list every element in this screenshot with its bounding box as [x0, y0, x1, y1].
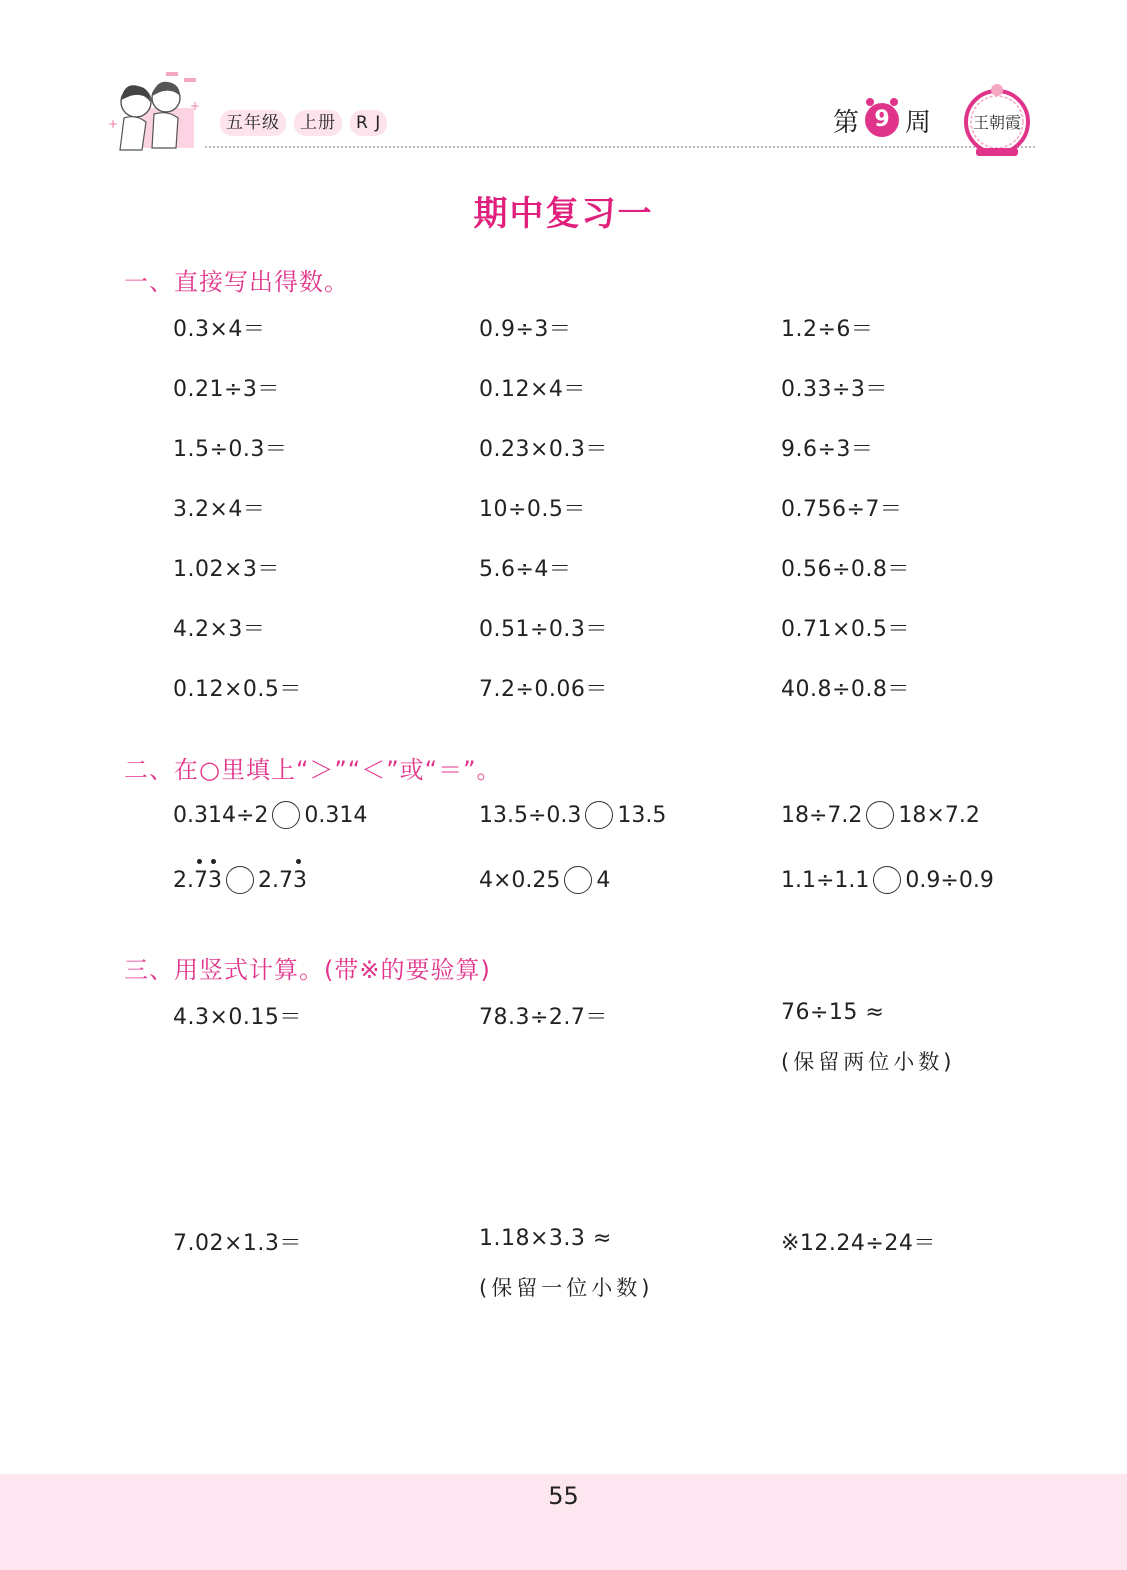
week-prefix: 第 [833, 107, 860, 138]
compare-problem [479, 866, 610, 894]
rounding-note: (保留一位小数) [479, 1276, 654, 1300]
children-illustration-icon [106, 70, 206, 158]
seal-text: 王朝霞 [972, 113, 1022, 132]
problem: 9.6÷3＝ [781, 437, 874, 462]
problem: 0.23×0.3＝ [479, 437, 608, 462]
repeat-dot [211, 859, 216, 864]
grade-info [220, 110, 387, 136]
problem: 10÷0.5＝ [479, 497, 586, 522]
problem: 7.2÷0.06＝ [479, 677, 608, 702]
repeat-dot [296, 859, 301, 864]
brand-seal-logo [960, 82, 1034, 158]
compare-right: 13.5 [617, 802, 667, 828]
problem: 5.6÷4＝ [479, 557, 572, 582]
compare-right: 4 [596, 867, 611, 893]
section2-heading: 二、在○里填上“＞”“＜”或“＝”。 [124, 756, 502, 784]
compare-left: 4×0.25 [479, 867, 561, 893]
compare-problem [173, 866, 307, 894]
problem: 0.33÷3＝ [781, 377, 888, 402]
problem: 7.02×1.3＝ [173, 1231, 302, 1256]
problem: 1.5÷0.3＝ [173, 437, 288, 462]
week-number-badge: 9 [865, 103, 899, 137]
edition-label: R J [350, 110, 387, 136]
answer-circle[interactable] [272, 801, 300, 829]
problem: 3.2×4＝ [173, 497, 266, 522]
compare-problem [173, 801, 367, 829]
compare-problem [781, 801, 980, 829]
problem: 0.9÷3＝ [479, 317, 572, 342]
svg-text:+: + [108, 117, 119, 131]
svg-text:+: + [190, 99, 201, 113]
problem: ※12.24÷24＝ [781, 1231, 936, 1256]
volume-label: 上册 [294, 110, 342, 136]
problem: 0.56÷0.8＝ [781, 557, 910, 582]
problem: 40.8÷0.8＝ [781, 677, 910, 702]
answer-circle[interactable] [226, 866, 254, 894]
week-indicator [833, 100, 931, 140]
problem: 0.12×0.5＝ [173, 677, 302, 702]
answer-circle[interactable] [873, 866, 901, 894]
compare-problem [781, 866, 994, 894]
answer-circle[interactable] [564, 866, 592, 894]
grade-label: 五年级 [220, 110, 286, 136]
compare-problem [479, 801, 666, 829]
problem: 0.756÷7＝ [781, 497, 903, 522]
compare-left: 13.5÷0.3 [479, 802, 582, 828]
problem: 1.18×3.3 ≈ [479, 1226, 612, 1251]
header-divider [205, 146, 1035, 148]
page-number: 55 [548, 1482, 579, 1510]
answer-circle[interactable] [866, 801, 894, 829]
problem: 1.02×3＝ [173, 557, 280, 582]
problem: 4.2×3＝ [173, 617, 266, 642]
page-title: 期中复习一 [473, 194, 654, 234]
section3-heading: 三、用竖式计算。(带※的要验算) [124, 956, 491, 984]
compare-left: 0.314÷2 [173, 802, 269, 828]
compare-right: 0.314 [304, 802, 368, 828]
repeating-decimal-left: 2. 7 3 [173, 868, 222, 893]
compare-right: 0.9÷0.9 [905, 867, 994, 893]
problem: 0.3×4＝ [173, 317, 266, 342]
repeating-decimal-right: 2.7 3 [258, 868, 307, 893]
compare-left: 18÷7.2 [781, 802, 863, 828]
repeat-dot [197, 859, 202, 864]
problem: 0.12×4＝ [479, 377, 586, 402]
problem: 4.3×0.15＝ [173, 1005, 302, 1030]
answer-circle[interactable] [585, 801, 613, 829]
problem: 0.71×0.5＝ [781, 617, 910, 642]
section1-heading: 一、直接写出得数。 [124, 268, 349, 296]
rounding-note: (保留两位小数) [781, 1050, 956, 1074]
problem: 1.2÷6＝ [781, 317, 874, 342]
problem: 0.51÷0.3＝ [479, 617, 608, 642]
week-suffix: 周 [905, 107, 932, 138]
compare-right: 18×7.2 [898, 802, 980, 828]
compare-left: 1.1÷1.1 [781, 867, 870, 893]
problem: 78.3÷2.7＝ [479, 1005, 608, 1030]
problem: 0.21÷3＝ [173, 377, 280, 402]
problem: 76÷15 ≈ [781, 1000, 885, 1025]
